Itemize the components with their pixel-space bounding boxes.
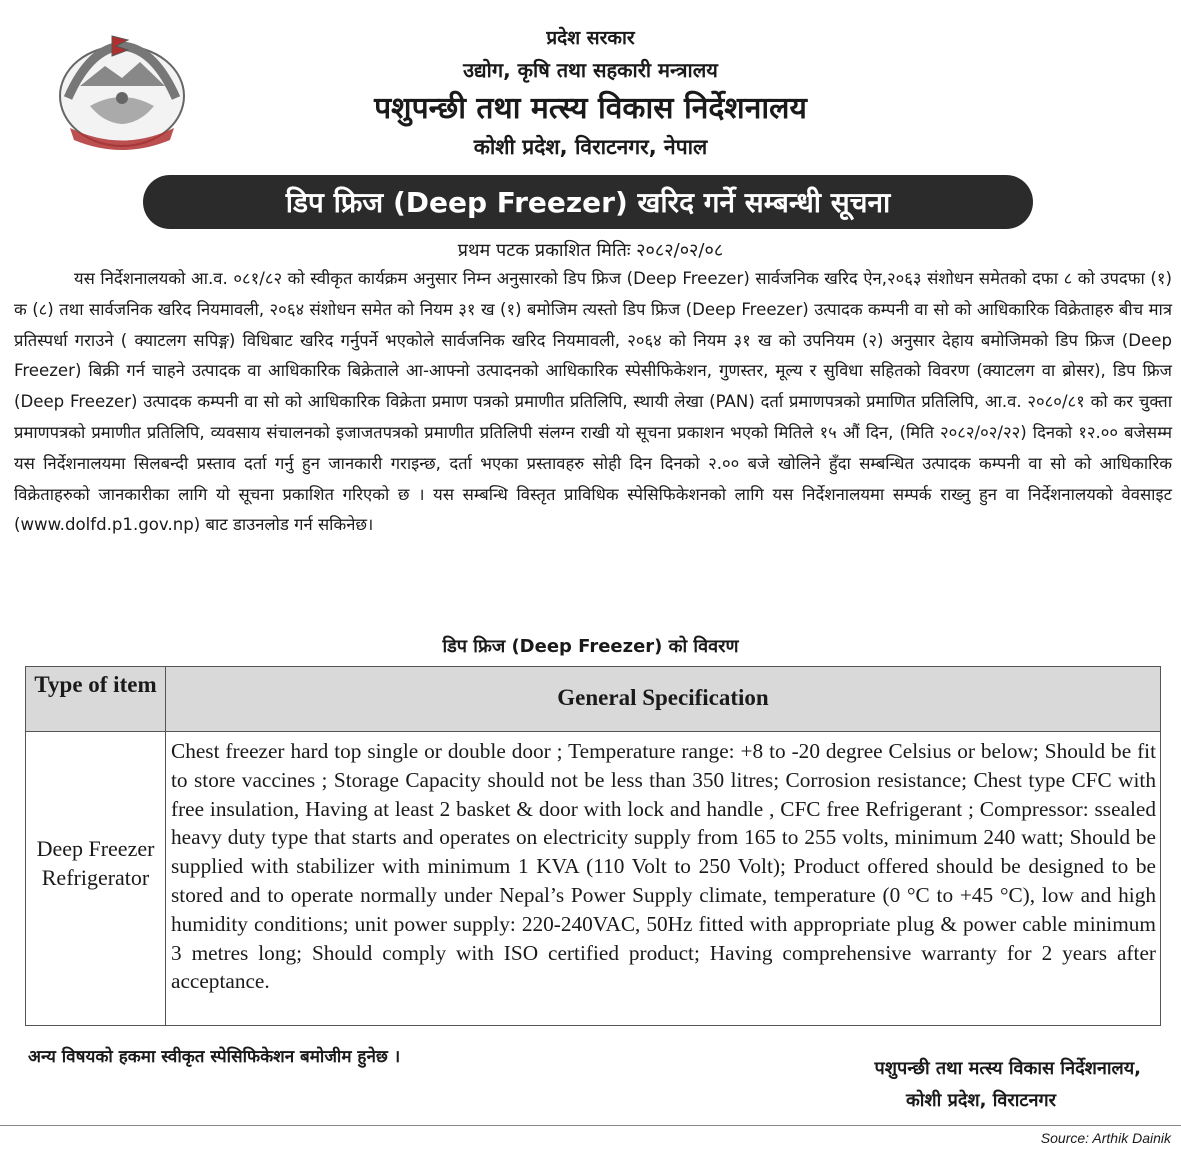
type-of-item-header: Type of item <box>34 672 157 697</box>
location-heading: कोशी प्रदेश, विराटनगर, नेपाल <box>473 135 708 159</box>
notice-body-text: यस निर्देशनालयको आ.व. ०८१/८२ को स्वीकृत कार्यक्रम अनुसार निम्न अनुसारको डिप फ्रिज (Deep Freezer) सार्वजनिक खरिद ऐन,२०६३ संशोधन समेतको दफा ८ को उपदफा (१) क (८) तथा सार्वजनिक खरिद नियमावली, २०६४ संशोधन समेत को नियम ३१ ख (१) बमोजिम त्यस्तो डिप फ्रिज (Deep Freezer) उत्पादक कम्पनी वा सो को आधिकारिक विक्रेताहरु बीच मात्र प्रतिस्पर्धा गराउने ( क्याटलग सपिङ्ग) विधिबाट खरिद गर्नुपर्ने भएकोले सार्वजनिक खरिद नियमावली, २०६४ को नियम ३१ ख को उपनियम (२) अनुसार देहाय बमोजिमको डिप फ्रिज (Deep Freezer) बिक्री गर्न चाहने उत्पादक वा आधिकारिक बिक्रेताले आ-आफ्नो उत्पादनको आधिकारिक स्पेसीफिकेशन, गुणस्तर, मूल्य र सुविधा सहितको विवरण (क्याटलग वा ब्रोसर), डिप फ्रिज (Deep Freezer) उत्पादक कम्पनी वा सो को आधिकारिक विक्रेता प्रमाण पत्रको प्रमाणीत प्रतिलिपि, स्थायी लेखा (PAN) दर्ता प्रमाणपत्रको प्रमाणित प्रतिलिपि, आ.व. २०८०/८१ को कर चुक्ता प्रमाणपत्रको प्रमाणीत प्रतिलिपि, व्यवसाय संचालनको इजाजतपत्रको प्रमाणीत प्रतिलिपी संलग्न राखी यो सूचना प्रकाशन भएको मितिले १५ औं दिन, (मिति २०८२/०२/२२) दिनको १२.०० बजेसम्म यस निर्देशनालयमा सिलबन्दी प्रस्ताव दर्ता गर्नु हुन जानकारी गराइन्छ, दर्ता भएका प्रस्तावहरु सोही दिन दिनको २.०० बजे खोलिने हुँदा सम्बन्धित उत्पादक कम्पनी वा सो को आधिकारिक विक्रेताहरुको जानकारीका लागि यो सूचना प्रकाशित गरिएको छ । यस सम्बन्धि विस्तृत प्राविधिक स्पेसिफिकेशनको लागि यस निर्देशनालयमा सम्पर्क राख्नु हुन वा निर्देशनालयको वेवसाइट (www.dolfd.p1.gov.np) बाट डाउनलोड गर्न सकिनेछ। <box>14 269 1172 535</box>
table-caption: डिप फ्रिज (Deep Freezer) को विवरण <box>442 636 739 657</box>
item-name-cell: Deep Freezer Refrigerator <box>36 836 155 890</box>
province-government-heading: प्रदेश सरकार <box>546 27 635 49</box>
notice-title-banner <box>143 175 1033 229</box>
specification-cell: Chest freezer hard top single or double door ; Temperature range: +8 to -20 degree Celsius or below; Should be fit to store vaccines ; Storage Capacity should not be less than 350 litres; Corrosion resistance; Chest type CFC with free insulation, Having at least 2 basket & door with lock and handle , CFC free Refrigerant ; Compressor: ssealed heavy duty type that starts and operates on electricity supply from 165 to 255 volts, minimum 240 watt; Should be supplied with stabilizer with minimum 1 KVA (110 Volt to 250 Volt); Product offered should be designed to be stored and to operate normally under Nepal’s Power Supply climate, temperature (0 °C to +45 °C), low and high humidity conditions; unit power supply: 220-240VAC, 50Hz fitted with appropriate plug & power cable minimum 3 metres long; Should comply with ISO certified product; Having comprehensive warranty for 2 years after acceptance. <box>171 739 1156 994</box>
bottom-divider <box>0 1125 1181 1126</box>
table-row-divider <box>26 731 1160 732</box>
ministry-heading: उद्योग, कृषि तथा सहकारी मन्त्रालय <box>463 58 718 82</box>
signature-line-1: पशुपन्छी तथा मत्स्य विकास निर्देशनालय, <box>874 1058 1141 1079</box>
signature-line-2: कोशी प्रदेश, विराटनगर <box>905 1090 1056 1111</box>
table-column-divider <box>165 667 166 1025</box>
footer-note: अन्य विषयको हकमा स्वीकृत स्पेसिफिकेशन बमोजीम हुनेछ । <box>28 1047 401 1067</box>
general-specification-header: General Specification <box>557 685 769 710</box>
specification-table <box>25 666 1161 1026</box>
notice-title: डिप फ्रिज (Deep Freezer) खरिद गर्ने सम्बन्धी सूचना <box>285 186 891 219</box>
source-credit: Source: Arthik Dainik <box>1040 1130 1171 1146</box>
directorate-heading: पशुपन्छी तथा मत्स्य विकास निर्देशनालय <box>374 91 807 126</box>
published-date: प्रथम पटक प्रकाशित मितिः २०८२/०२/०८ <box>457 240 724 261</box>
